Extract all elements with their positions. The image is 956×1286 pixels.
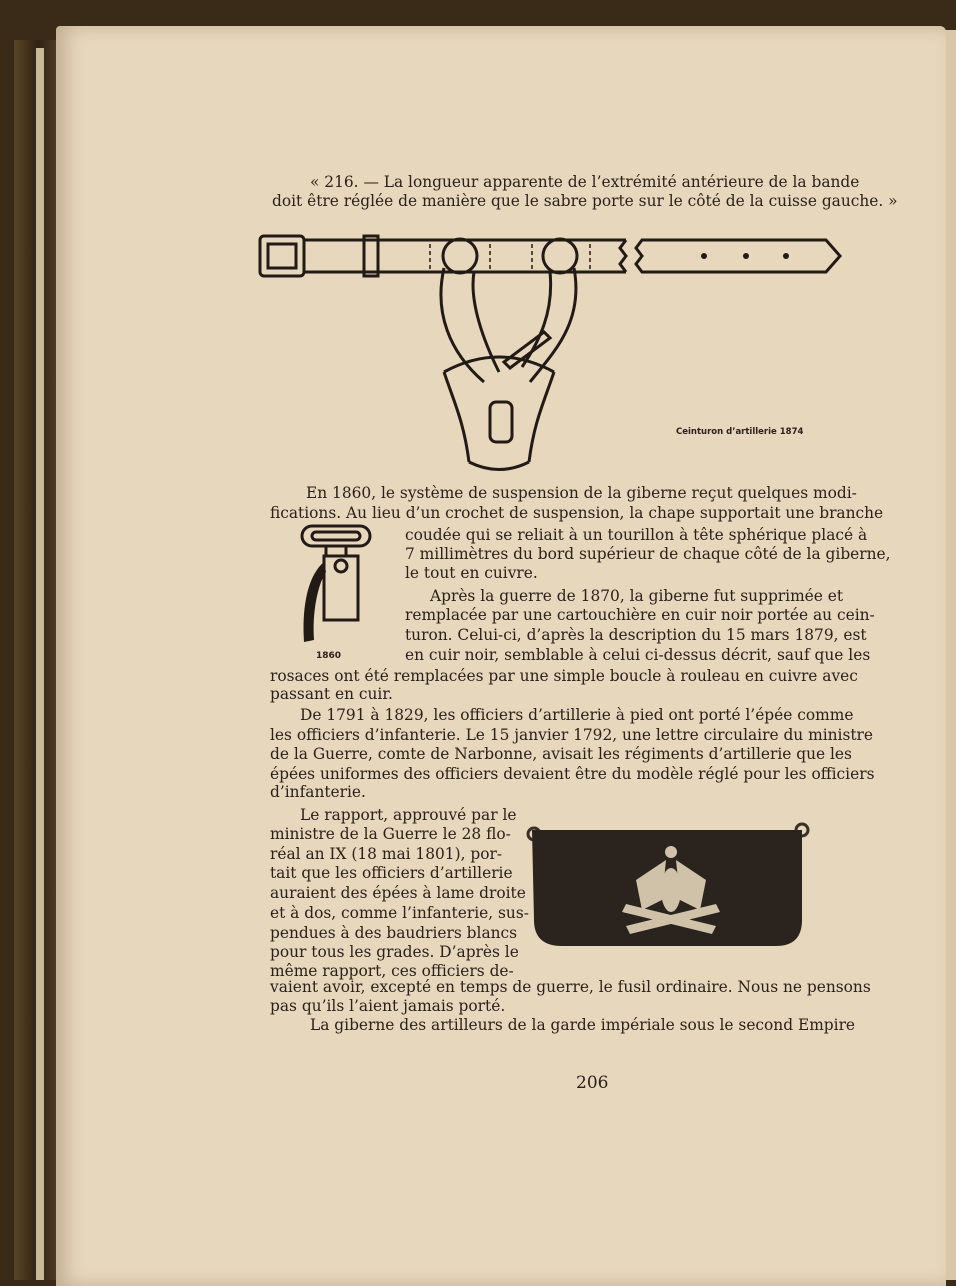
text-line: vaient avoir, excepté en temps de guerre, le fusil ordinaire. Nous ne pensons: [270, 978, 871, 996]
belt-caption: Ceinturon d’artillerie 1874: [676, 427, 804, 437]
hook-illustration: [296, 522, 376, 646]
text-line: de la Guerre, comte de Narbonne, avisait les régiments d’artillerie que les: [270, 745, 852, 763]
text-line: « 216. — La longueur apparente de l’extrémité antérieure de la bande: [310, 173, 860, 191]
text-line: 7 millimètres du bord supérieur de chaque côté de la giberne,: [405, 545, 891, 563]
text-line: rosaces ont été remplacées par une simple boucle à rouleau en cuivre avec: [270, 667, 858, 685]
text-line: en cuir noir, semblable à celui ci-dessus décrit, sauf que les: [405, 646, 871, 664]
text-line: tait que les officiers d’artillerie: [270, 864, 513, 882]
text-line: passant en cuir.: [270, 685, 393, 703]
text-line: les officiers d’infanterie. Le 15 janvier 1792, une lettre circulaire du ministre: [270, 726, 874, 744]
page-edges: [36, 48, 44, 1280]
text-line: turon. Celui-ci, d’après la description du 15 mars 1879, est: [405, 626, 867, 644]
text-line: pendues à des baudriers blancs: [270, 924, 518, 942]
text-line: ministre de la Guerre le 28 flo-: [270, 825, 511, 843]
book-page: [56, 26, 946, 1286]
text-line: En 1860, le système de suspension de la giberne reçut quelques modi-: [306, 484, 857, 502]
text-line: Après la guerre de 1870, la giberne fut supprimée et: [430, 587, 844, 605]
text-line: remplacée par une cartouchière en cuir noir portée au cein-: [405, 606, 875, 624]
text-line: même rapport, ces officiers de-: [270, 962, 514, 980]
text-line: Le rapport, approuvé par le: [300, 806, 517, 824]
giberne-pouch-image: [526, 820, 812, 950]
text-line: De 1791 à 1829, les officiers d’artillerie à pied ont porté l’épée comme: [300, 706, 854, 724]
hook-caption: 1860: [316, 651, 342, 661]
text-line: doit être réglée de manière que le sabre porte sur le côté de la cuisse gauche. »: [272, 192, 898, 210]
text-line: La giberne des artilleurs de la garde impériale sous le second Empire: [310, 1016, 856, 1034]
text-line: épées uniformes des officiers devaient être du modèle réglé pour les officiers: [270, 765, 875, 783]
text-line: d’infanterie.: [270, 783, 366, 801]
text-line: pour tous les grades. D’après le: [270, 943, 519, 961]
text-line: et à dos, comme l’infanterie, sus-: [270, 904, 529, 922]
text-line: réal an IX (18 mai 1801), por-: [270, 845, 503, 863]
text-line: coudée qui se reliait à un tourillon à tête sphérique placé à: [405, 526, 868, 544]
text-line: pas qu’ils l’aient jamais porté.: [270, 997, 506, 1015]
page-number: 206: [576, 1073, 609, 1093]
text-line: fications. Au lieu d’un crochet de suspension, la chape supportait une branche: [270, 504, 884, 522]
text-line: auraient des épées à lame droite: [270, 884, 526, 902]
text-line: le tout en cuivre.: [405, 564, 538, 582]
